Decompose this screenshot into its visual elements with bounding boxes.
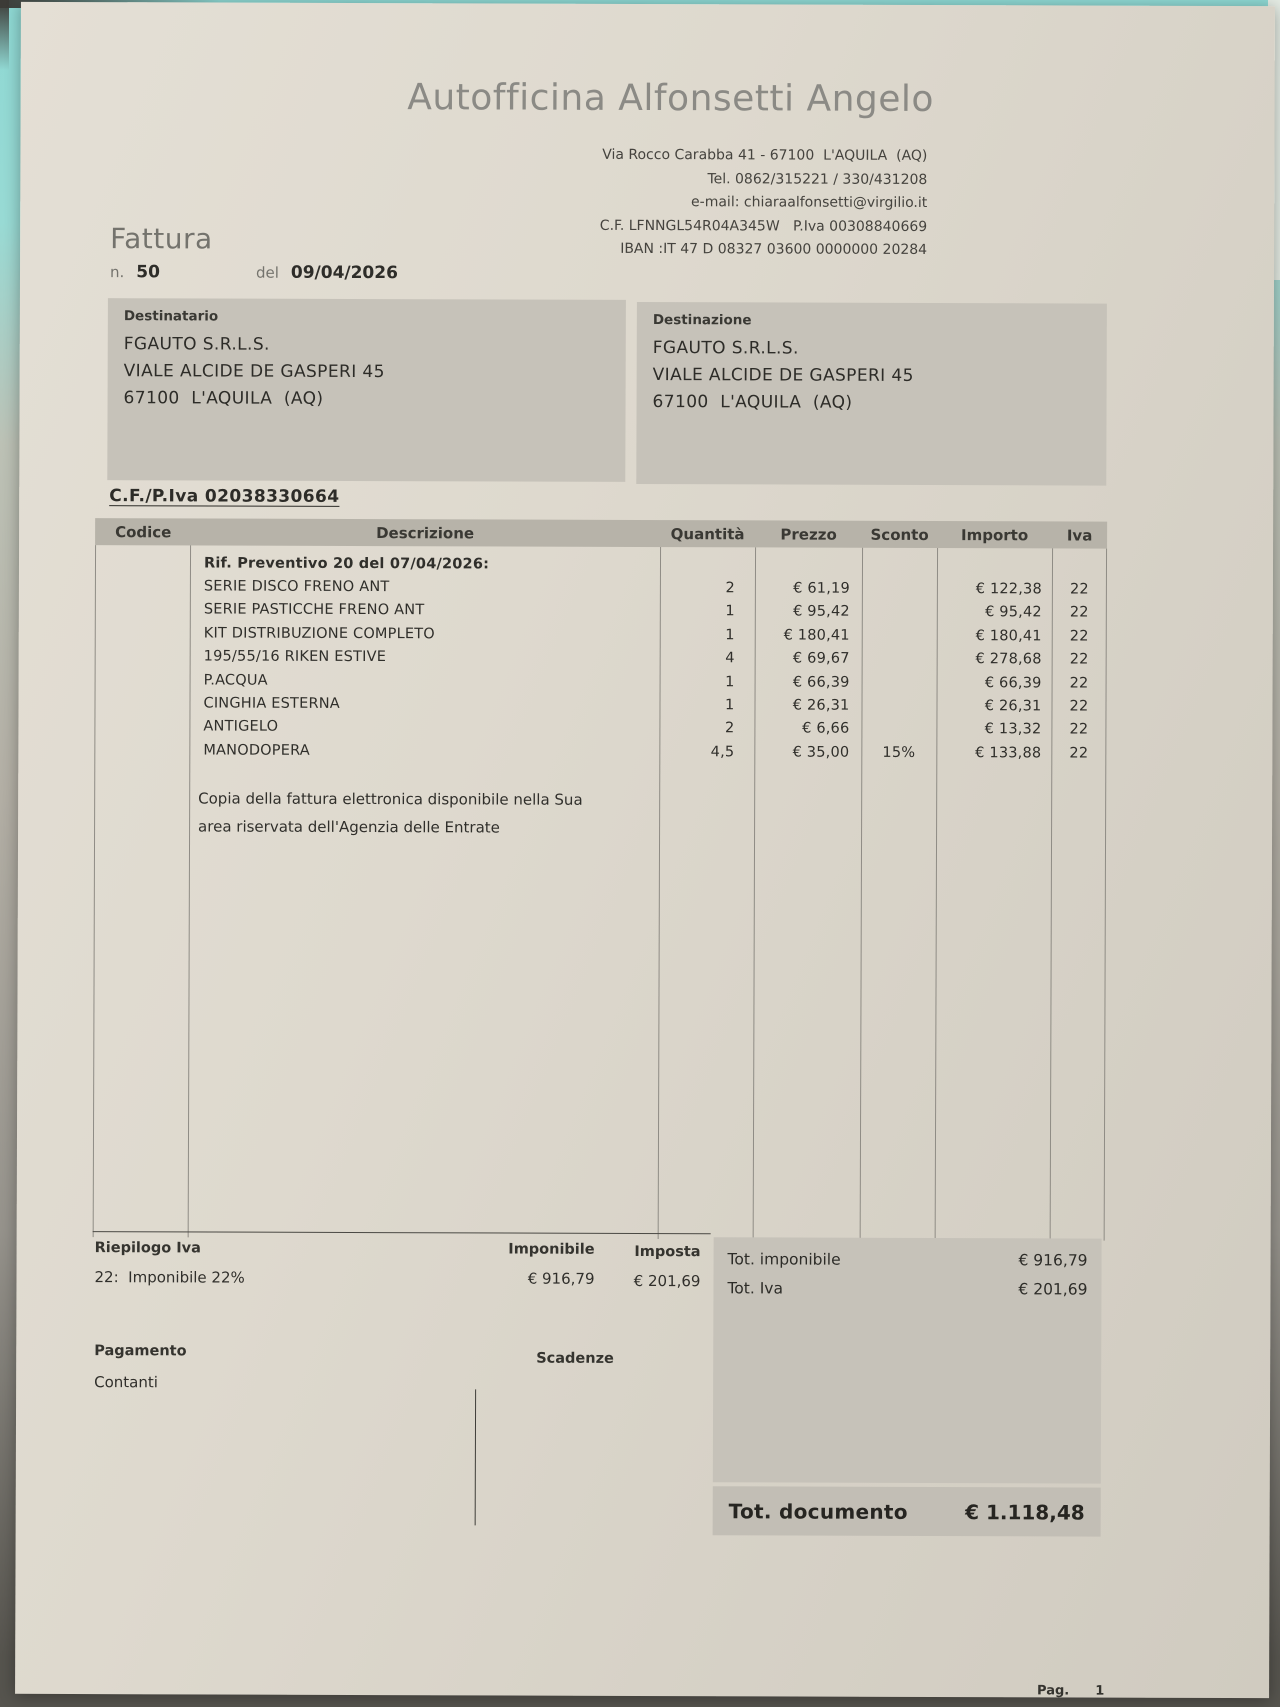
recipient-label: Destinatario — [123, 308, 219, 325]
cell-iva: 22 — [1069, 581, 1089, 598]
cell-descrizione: SERIE PASTICCHE FRENO ANT — [203, 601, 425, 619]
company-address: Via Rocco Carabba 41 - 67100 L'AQUILA (AQ) — [602, 146, 928, 164]
cell-iva: 22 — [1069, 698, 1089, 715]
cell-descrizione: 195/55/16 RIKEN ESTIVE — [203, 648, 387, 666]
invoice-number-label: n. — [109, 263, 125, 282]
cell-importo — [937, 554, 1052, 578]
cell-sconto — [862, 624, 937, 648]
cell-sconto — [862, 601, 937, 625]
document-total-box — [713, 1486, 1101, 1536]
cell-codice — [94, 738, 189, 762]
total-vat-value: € 201,69 — [1018, 1280, 1088, 1299]
recipient-vat-line: C.F./P.Iva 02038330664 — [109, 486, 340, 507]
cell-sconto: 15% — [882, 744, 916, 761]
total-taxable-row — [728, 1245, 1088, 1275]
table-body — [93, 545, 1107, 1241]
company-contact-block — [520, 144, 927, 263]
vat-summary-row: 22: Imponibile 22% — [94, 1268, 245, 1287]
table-row — [95, 621, 1107, 648]
cell-prezzo: € 180,41 — [783, 627, 850, 644]
cell-importo: € 13,32 — [984, 721, 1042, 738]
company-name: Autofficina Alfonsetti Angelo — [407, 77, 935, 121]
cell-codice — [95, 645, 190, 669]
invoice-date-label: del — [255, 263, 279, 282]
page-number — [1037, 1683, 1104, 1698]
cell-sconto — [862, 647, 937, 671]
company-iban: IBAN :IT 47 D 08327 03600 0000000 20284 — [620, 240, 928, 258]
destination-address: VIALE ALCIDE DE GASPERI 45 — [652, 365, 914, 386]
note-line-1: Copia della fattura elettronica disponibile nella Sua — [198, 789, 583, 809]
document-total-label: Tot. documento — [728, 1498, 908, 1524]
table-header-quantita: Quantità — [670, 524, 745, 543]
table-row — [94, 691, 1106, 718]
cell-iva: 22 — [1069, 721, 1089, 738]
destination-city: 67100 L'AQUILA (AQ) — [652, 392, 853, 413]
company-fiscal-codes: C.F. LFNNGL54R04A345W P.Iva 00308840669 — [599, 217, 928, 235]
table-row — [95, 668, 1107, 695]
cell-quantita — [660, 553, 755, 577]
totals-box — [713, 1237, 1102, 1483]
table-row — [95, 551, 1107, 578]
total-vat-label: Tot. Iva — [727, 1279, 784, 1298]
taxable-header: Imponibile — [508, 1241, 595, 1258]
table-row — [95, 574, 1107, 601]
cell-sconto — [861, 717, 936, 741]
recipient-city: 67100 L'AQUILA (AQ) — [123, 388, 324, 409]
cell-quantita: 4 — [725, 650, 735, 667]
cell-prezzo: € 61,19 — [793, 580, 850, 597]
cell-importo: € 26,31 — [984, 698, 1042, 715]
cell-quantita: 1 — [725, 697, 735, 714]
table-header-codice: Codice — [115, 522, 172, 541]
cell-importo: € 122,38 — [975, 581, 1042, 598]
cell-importo: € 66,39 — [984, 674, 1042, 692]
page-number-value: 1 — [1095, 1683, 1105, 1699]
table-header-importo: Importo — [960, 525, 1029, 544]
cell-codice — [95, 551, 190, 575]
company-phone: Tel. 0862/315221 / 330/431208 — [707, 170, 928, 188]
table-rows — [94, 551, 1107, 765]
destination-box — [636, 302, 1107, 486]
table-header-row — [95, 518, 1107, 549]
cell-sconto — [861, 694, 936, 718]
recipient-box — [107, 298, 626, 482]
document-total-value: € 1.118,48 — [965, 1499, 1085, 1525]
payment-method: Contanti — [94, 1373, 158, 1392]
cell-quantita: 1 — [725, 673, 735, 690]
cell-codice — [94, 691, 189, 715]
invoice-sheet — [15, 2, 1275, 1698]
cell-quantita: 1 — [725, 603, 735, 620]
cell-prezzo: € 35,00 — [792, 744, 850, 761]
destination-label: Destinazione — [652, 312, 752, 329]
cell-sconto — [862, 554, 937, 578]
cell-codice — [95, 598, 190, 622]
company-email: e-mail: chiaraalfonsetti@virgilio.it — [691, 194, 928, 211]
payment-section-divider — [475, 1389, 476, 1525]
table-header-descrizione: Descrizione — [376, 523, 475, 542]
tax-value: € 201,69 — [633, 1271, 701, 1291]
cell-descrizione: CINGHIA ESTERNA — [203, 695, 340, 712]
cell-descrizione: Rif. Preventivo 20 del 07/04/2026: — [203, 555, 490, 573]
cell-sconto — [862, 577, 937, 601]
cell-importo: € 95,42 — [985, 604, 1042, 621]
table-row — [95, 598, 1107, 625]
vat-summary-label: Riepilogo Iva — [94, 1240, 201, 1257]
cell-prezzo: € 26,31 — [792, 697, 850, 714]
cell-quantita: 2 — [724, 720, 735, 737]
cell-sconto — [862, 671, 937, 695]
cell-descrizione: MANODOPERA — [203, 742, 310, 759]
invoice-date: 09/04/2026 — [290, 262, 398, 284]
tax-header: Imposta — [634, 1243, 701, 1261]
cell-quantita: 1 — [725, 627, 735, 644]
cell-codice — [95, 574, 190, 598]
cell-codice — [95, 668, 190, 692]
table-header-iva: Iva — [1066, 525, 1093, 545]
table-row — [94, 715, 1106, 742]
cell-iva: 22 — [1069, 628, 1089, 645]
table-header-sconto: Sconto — [870, 525, 929, 544]
invoice-number: 50 — [136, 262, 161, 283]
cell-prezzo: € 66,39 — [792, 674, 850, 691]
cell-descrizione: SERIE DISCO FRENO ANT — [203, 578, 390, 596]
cell-codice — [94, 715, 189, 739]
table-column-line — [93, 545, 96, 1237]
note-line-2: area riservata dell'Agenzia delle Entrate — [198, 816, 500, 836]
invoice-number-line — [110, 262, 398, 283]
cell-importo: € 278,68 — [975, 651, 1042, 668]
photo-corner-shadow-left — [0, 0, 9, 70]
cell-descrizione: KIT DISTRIBUZIONE COMPLETO — [203, 625, 435, 643]
total-taxable-label: Tot. imponibile — [727, 1250, 841, 1269]
table-row — [94, 738, 1106, 765]
cell-iva — [1052, 554, 1107, 578]
cell-iva: 22 — [1069, 604, 1089, 622]
cell-iva: 22 — [1069, 745, 1089, 762]
cell-prezzo: € 95,42 — [793, 603, 850, 621]
cell-prezzo: € 69,67 — [792, 650, 850, 667]
recipient-name: FGAUTO S.R.L.S. — [123, 334, 270, 355]
cell-iva: 22 — [1069, 675, 1089, 692]
line-items-table — [93, 518, 1108, 1241]
cell-quantita: 2 — [725, 580, 735, 597]
total-vat-row — [727, 1274, 1087, 1304]
destination-name: FGAUTO S.R.L.S. — [652, 338, 799, 359]
payment-label: Pagamento — [94, 1343, 187, 1360]
electronic-invoice-note — [198, 785, 583, 841]
cell-descrizione: ANTIGELO — [203, 718, 279, 736]
cell-descrizione: P.ACQUA — [203, 672, 268, 689]
cell-iva: 22 — [1069, 651, 1089, 668]
page-label: Pag. — [1037, 1683, 1070, 1699]
cell-importo: € 133,88 — [975, 744, 1042, 762]
table-header-prezzo: Prezzo — [780, 524, 837, 544]
cell-prezzo — [755, 553, 862, 577]
recipient-address: VIALE ALCIDE DE GASPERI 45 — [123, 361, 385, 383]
cell-prezzo: € 6,66 — [802, 720, 850, 738]
document-type-title: Fattura — [110, 222, 213, 256]
cell-importo: € 180,41 — [975, 628, 1042, 645]
due-dates-label: Scadenze — [536, 1350, 614, 1367]
cell-quantita: 4,5 — [710, 744, 735, 761]
taxable-value: € 916,79 — [527, 1269, 595, 1288]
cell-codice — [95, 621, 190, 645]
table-row — [95, 645, 1107, 672]
total-taxable-value: € 916,79 — [1018, 1251, 1088, 1270]
